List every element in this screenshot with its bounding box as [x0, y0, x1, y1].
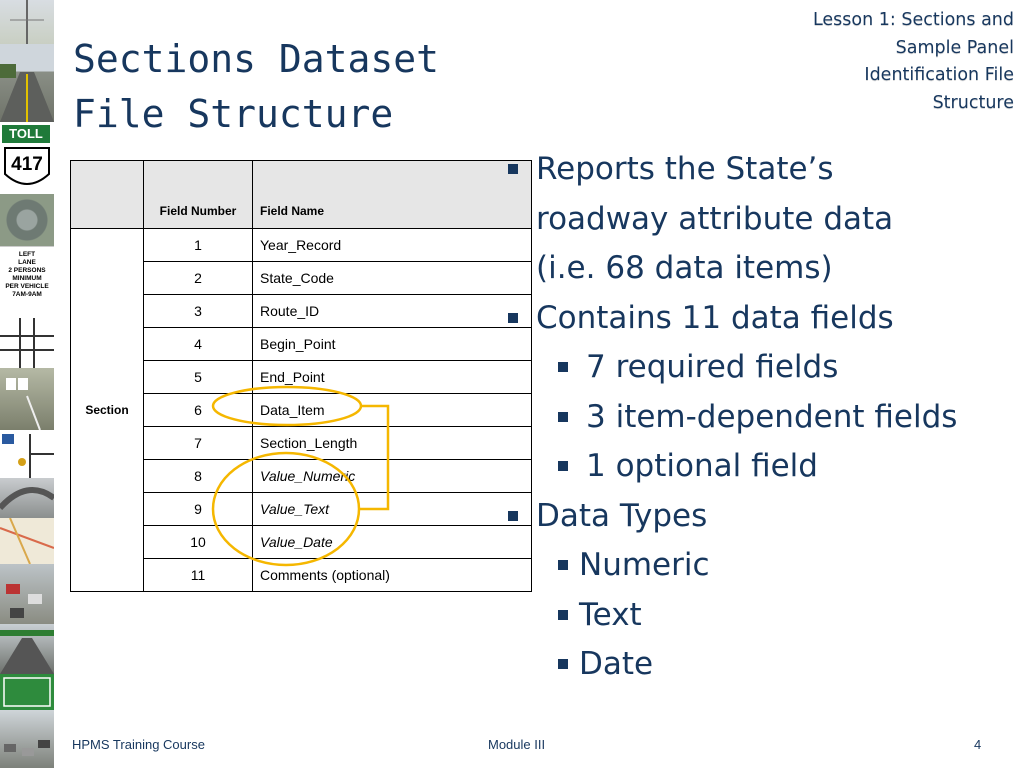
hov-line-5: PER VEHICLE [5, 283, 49, 290]
bullet-square-icon [558, 362, 568, 372]
bullet-item [500, 244, 1020, 294]
field-number-cell: 2 [144, 262, 253, 295]
bullet-item [500, 492, 1020, 542]
photo-strip [0, 0, 54, 768]
section-group-label: Section [71, 229, 144, 592]
field-name-text: State_Code [260, 270, 334, 286]
slide-title [73, 32, 439, 142]
bullet-item [500, 294, 1020, 344]
field-name-cell [253, 526, 532, 559]
field-name-text: Value_Text [260, 501, 330, 517]
highway-photo [0, 624, 54, 674]
field-number-cell: 3 [144, 295, 253, 328]
bullet-text: Data Types [536, 497, 708, 534]
bullet-square-icon [558, 412, 568, 422]
bullet-square-icon [558, 610, 568, 620]
bullet-text: roadway attribute data [536, 200, 894, 237]
field-name-cell [253, 361, 532, 394]
field-number-cell: 9 [144, 493, 253, 526]
lesson-label [774, 7, 1014, 117]
field-name-text: Year_Record [260, 237, 342, 253]
field-number-cell: 5 [144, 361, 253, 394]
title-line-2: File Structure [73, 92, 394, 136]
bullet-square-icon [558, 560, 568, 570]
field-number-cell: 8 [144, 460, 253, 493]
field-name-text: Route_ID [260, 303, 320, 319]
field-name-text: Value_Date [260, 534, 333, 550]
field-number-cell: 1 [144, 229, 253, 262]
hov-line-2: LANE [18, 259, 36, 266]
header-field-name: Field Name [253, 161, 532, 229]
bullet-square-icon [508, 511, 518, 521]
table-row [71, 229, 532, 262]
hov-sign [0, 246, 54, 319]
interchange-photo [0, 478, 54, 518]
traffic-jam-photo [0, 710, 54, 768]
field-name-cell [253, 295, 532, 328]
bullet-text: Contains 11 data fields [536, 299, 894, 336]
bullet-item [500, 195, 1020, 245]
toll-sign-label: TOLL [2, 125, 50, 143]
bullet-text: 1 optional field [586, 448, 818, 484]
header-field-number: Field Number [144, 161, 253, 229]
map-photo [0, 518, 54, 564]
page-number: 4 [974, 737, 982, 752]
field-name-text: Comments (optional) [260, 567, 390, 583]
field-number-cell: 11 [144, 559, 253, 592]
route-number: 417 [11, 154, 43, 175]
field-name-text: Section_Length [260, 435, 358, 451]
field-name-cell [253, 427, 532, 460]
field-name-text: Data_Item [260, 402, 325, 418]
field-name-cell [253, 229, 532, 262]
hov-line-1: LEFT [18, 251, 36, 258]
bullet-square-icon [558, 659, 568, 669]
bullet-text: (i.e. 68 data items) [536, 250, 833, 286]
footer-module: Module III [488, 737, 546, 752]
field-name-cell [253, 559, 532, 592]
bullet-text: Date [579, 646, 654, 682]
table-body [71, 229, 532, 592]
bullet-list [500, 145, 1020, 690]
bullet-item [500, 541, 1020, 591]
lesson-line-2: Sample Panel [895, 37, 1014, 58]
field-name-text: End_Point [260, 369, 325, 385]
lesson-line-1: Lesson 1: Sections and [812, 10, 1014, 30]
bullet-text: Numeric [579, 547, 710, 583]
bullet-text: 7 required fields [586, 349, 839, 385]
field-number-cell: 7 [144, 427, 253, 460]
field-number-cell: 4 [144, 328, 253, 361]
field-name-cell [253, 262, 532, 295]
hov-line-6: 7AM-9AM [12, 291, 42, 298]
footer-course: HPMS Training Course [72, 737, 205, 752]
road-photo [0, 44, 54, 122]
field-name-cell [253, 328, 532, 361]
bullet-item [500, 640, 1020, 690]
field-name-text: Value_Numeric [260, 468, 356, 484]
bullet-item [500, 393, 1020, 443]
field-number-cell: 6 [144, 394, 253, 427]
sky-photo [0, 0, 54, 44]
bullet-square-icon [508, 313, 518, 323]
header-blank [71, 161, 144, 229]
bullet-item [500, 145, 1020, 195]
signal-diagram [0, 430, 54, 478]
green-sign [0, 674, 54, 710]
field-name-text: Begin_Point [260, 336, 336, 352]
title-line-1: Sections Dataset [73, 37, 440, 81]
bullet-item [500, 343, 1020, 393]
lesson-line-3: Identification File [864, 65, 1014, 85]
bullet-item [500, 591, 1020, 641]
field-name-cell [253, 460, 532, 493]
table-header-row [71, 161, 532, 229]
bullet-item [500, 442, 1020, 492]
field-structure-table [70, 160, 532, 592]
toll-route-sign [0, 122, 54, 194]
roundabout-photo [0, 194, 54, 246]
bullet-text: Text [579, 596, 642, 633]
lesson-line-4: Structure [932, 92, 1014, 113]
hov-line-4: MINIMUM [12, 275, 42, 282]
bullet-text: Reports the State’s [536, 151, 834, 187]
bullet-text: 3 item-dependent fields [586, 398, 958, 435]
hov-line-3: 2 PERSONS [8, 267, 46, 274]
lane-sign-photo [0, 368, 54, 430]
field-name-cell [253, 493, 532, 526]
traffic-photo [0, 564, 54, 624]
field-name-cell [253, 394, 532, 427]
intersection-diagram [0, 318, 54, 368]
bullet-square-icon [558, 461, 568, 471]
bullet-square-icon [508, 164, 518, 174]
field-number-cell: 10 [144, 526, 253, 559]
